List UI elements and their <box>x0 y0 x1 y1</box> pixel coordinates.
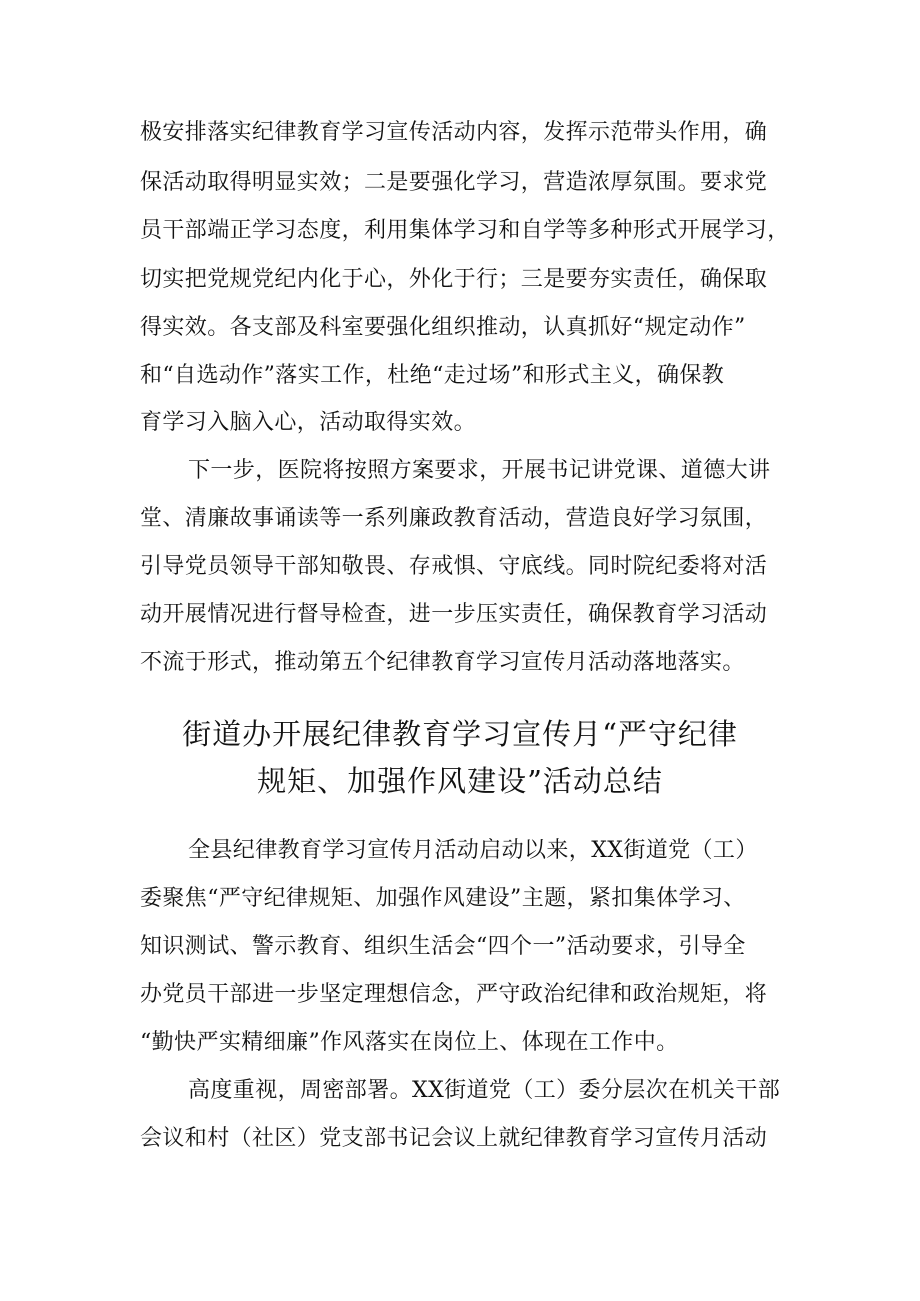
paragraph-line: 会议和村（社区）党支部书记会议上就纪律教育学习宣传月活动 <box>140 1126 768 1151</box>
paragraph-line: 引导党员领导干部知敬畏、存戒惧、守底线。同时院纪委将对活 <box>140 554 768 579</box>
paragraph-line: 不流于形式，推动第五个纪律教育学习宣传月活动落地落实。 <box>140 650 745 675</box>
paragraph-line: 员干部端正学习态度，利用集体学习和自学等多种形式开展学习， <box>140 218 790 243</box>
paragraph-line: 堂、清廉故事诵读等一系列廉政教育活动，营造良好学习氛围， <box>140 506 768 531</box>
paragraph-line: 动开展情况进行督导检查，进一步压实责任，确保教育学习活动 <box>140 602 768 627</box>
paragraph-line: “勤快严实精细廉”作风落实在岗位上、体现在工作中。 <box>140 1030 679 1055</box>
paragraph-line: 得实效。各支部及科室要强化组织推动，认真抓好“规定动作” <box>140 315 746 340</box>
paragraph-line: 切实把党规党纪内化于心，外化于行；三是要夯实责任，确保取 <box>140 267 768 292</box>
paragraph-line: 保活动取得明显实效；二是要强化学习，营造浓厚氛围。要求党 <box>140 170 768 195</box>
section-title: 规矩、加强作风建设”活动总结 <box>257 764 663 798</box>
section-title: 街道办开展纪律教育学习宣传月“严守纪律 <box>182 717 738 751</box>
paragraph-line: 高度重视，周密部署。XX街道党（工）委分层次在机关干部 <box>188 1078 781 1103</box>
paragraph-line: 育学习入脑入心，活动取得实效。 <box>140 410 477 435</box>
paragraph-line: 下一步，医院将按照方案要求，开展书记讲党课、道德大讲 <box>188 458 771 483</box>
paragraph-line: 和“自选动作”落实工作，杜绝“走过场”和形式主义，确保教 <box>140 363 725 388</box>
paragraph-line: 知识测试、警示教育、组织生活会“四个一”活动要求，引导全 <box>140 934 746 959</box>
paragraph-line: 全县纪律教育学习宣传月活动启动以来，XX街道党（工） <box>188 838 758 863</box>
paragraph-line: 极安排落实纪律教育学习宣传活动内容，发挥示范带头作用，确 <box>140 120 768 145</box>
paragraph-line: 委聚焦“严守纪律规矩、加强作风建设”主题，紧扣集体学习、 <box>140 886 746 911</box>
paragraph-line: 办党员干部进一步坚定理想信念，严守政治纪律和政治规矩，将 <box>140 982 768 1007</box>
